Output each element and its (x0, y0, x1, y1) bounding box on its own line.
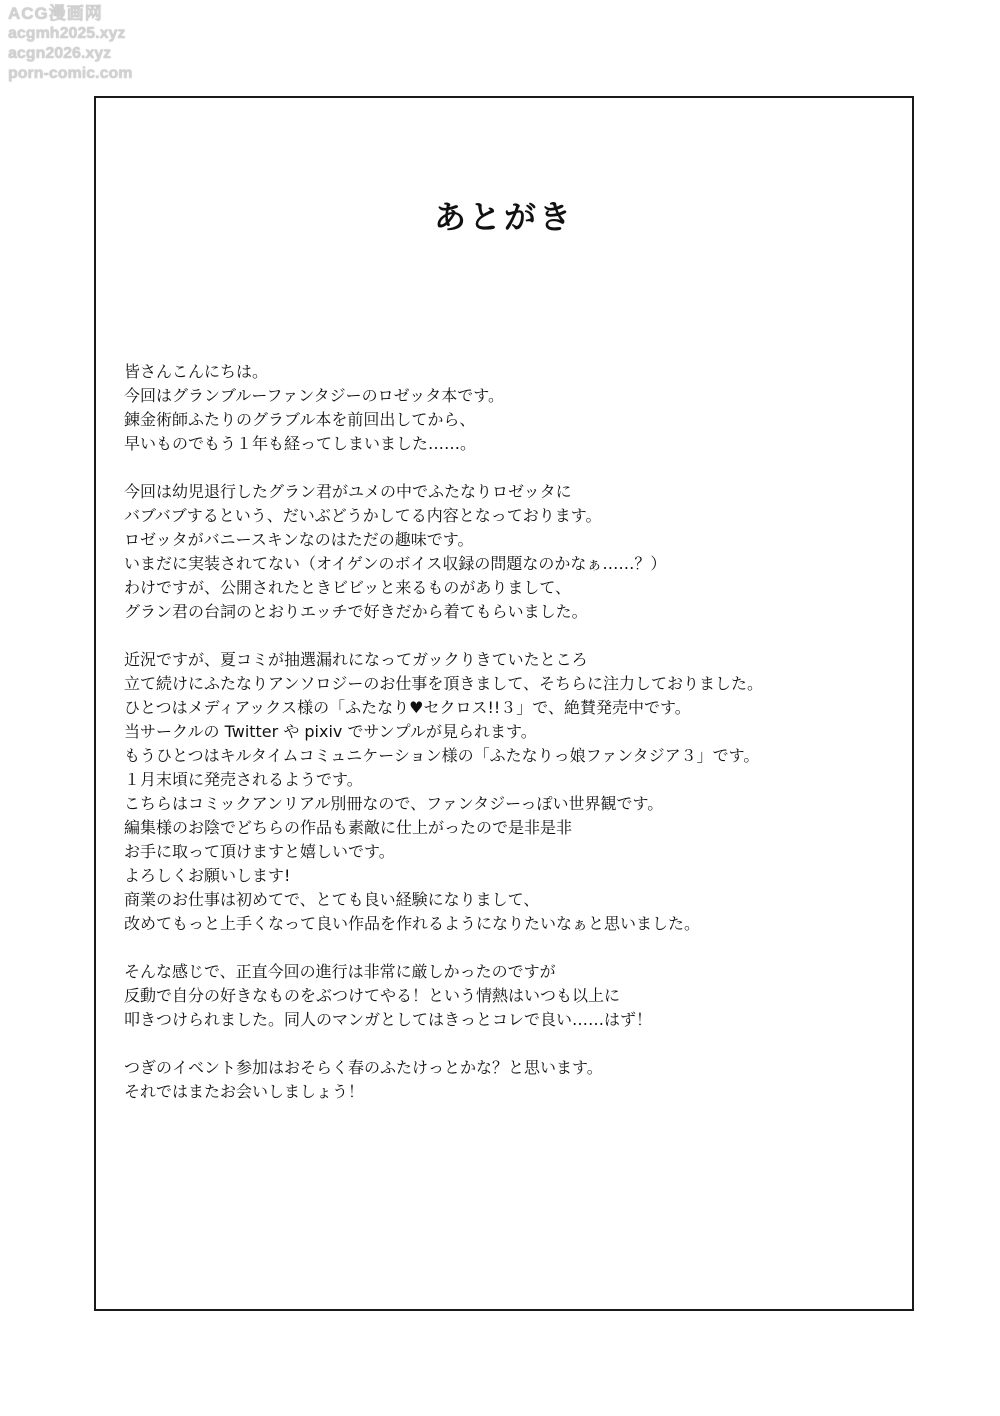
site-watermark (8, 4, 132, 84)
text-line: いまだに実装されてない（オイゲンのボイス収録の問題なのかなぁ……？） (124, 554, 667, 573)
text-line: ロゼッタがバニースキンなのはただの趣味です。 (124, 530, 474, 549)
afterword-body (124, 360, 904, 1128)
text-line: 皆さんこんにちは。 (124, 362, 269, 381)
text-line: 錬金術師ふたりのグラブル本を前回出してから、 (124, 410, 476, 429)
paragraph (124, 1056, 904, 1104)
text-line: お手に取って頂けますと嬉しいです。 (124, 842, 395, 861)
text-line: 反動で自分の好きなものをぶつけてやる！という情熱はいつも以上に (124, 986, 621, 1005)
watermark-domain-1: acgmh2025.xyz (8, 25, 126, 42)
paragraph (124, 960, 904, 1032)
text-line: よろしくお願いします! (124, 866, 291, 885)
text-line: 早いものでもう１年も経ってしまいました……。 (124, 434, 477, 453)
text-line: グラン君の台詞のとおりエッチで好きだから着てもらいました。 (124, 602, 588, 621)
text-line: もうひとつはキルタイムコミュニケーション様の「ふたなりっ娘ファンタジア３」です。 (124, 746, 760, 765)
text-line: 今回はグランブルーファンタジーのロゼッタ本です。 (124, 386, 505, 405)
watermark-domain-2: acgn2026.xyz (8, 45, 112, 62)
text-line: バブバブするという、だいぶどうかしてる内容となっております。 (124, 506, 602, 525)
text-line: そんな感じで、正直今回の進行は非常に厳しかったのですが (124, 962, 556, 981)
text-line: 編集様のお陰でどちらの作品も素敵に仕上がったので是非是非 (124, 818, 573, 837)
text-line: 改めてもっと上手くなって良い作品を作れるようになりたいなぁと思いました。 (124, 914, 701, 933)
page-title: あとがき (433, 198, 574, 236)
paragraph (124, 480, 904, 624)
paragraph (124, 648, 904, 936)
text-line: わけですが、公開されたときビビッと来るものがありまして、 (124, 578, 572, 597)
text-line: こちらはコミックアンリアル別冊なので、ファンタジーっぽい世界観です。 (124, 794, 664, 813)
text-line: 今回は幼児退行したグラン君がユメの中でふたなりロゼッタに (124, 482, 572, 501)
page-frame (94, 96, 914, 1311)
text-line: ひとつはメディアックス様の「ふたなり♥セクロス!!３」で、絶賛発売中です。 (124, 698, 691, 717)
text-line: つぎのイベント参加はおそらく春のふたけっとかな？と思います。 (124, 1058, 603, 1077)
paragraph (124, 360, 904, 456)
text-line: それではまたお会いしましょう！ (124, 1082, 365, 1101)
text-line: 近況ですが、夏コミが抽選漏れになってガックりきていたところ (124, 650, 588, 669)
text-line: 商業のお仕事は初めてで、とても良い経験になりまして、 (124, 890, 540, 909)
text-line: 叩きつけられました。同人のマンガとしてはきっとコレで良い……はず！ (124, 1010, 653, 1029)
watermark-site-name: ACG漫画网 (8, 4, 103, 23)
watermark-domain-3: porn-comic.com (8, 65, 133, 82)
text-line: １月末頃に発売されるようです。 (124, 770, 363, 789)
text-line: 立て続けにふたなりアンソロジーのお仕事を頂きまして、そちらに注力しておりました。 (124, 674, 764, 693)
text-line: 当サークルの Twitter や pixiv でサンプルが見られます。 (124, 722, 537, 741)
